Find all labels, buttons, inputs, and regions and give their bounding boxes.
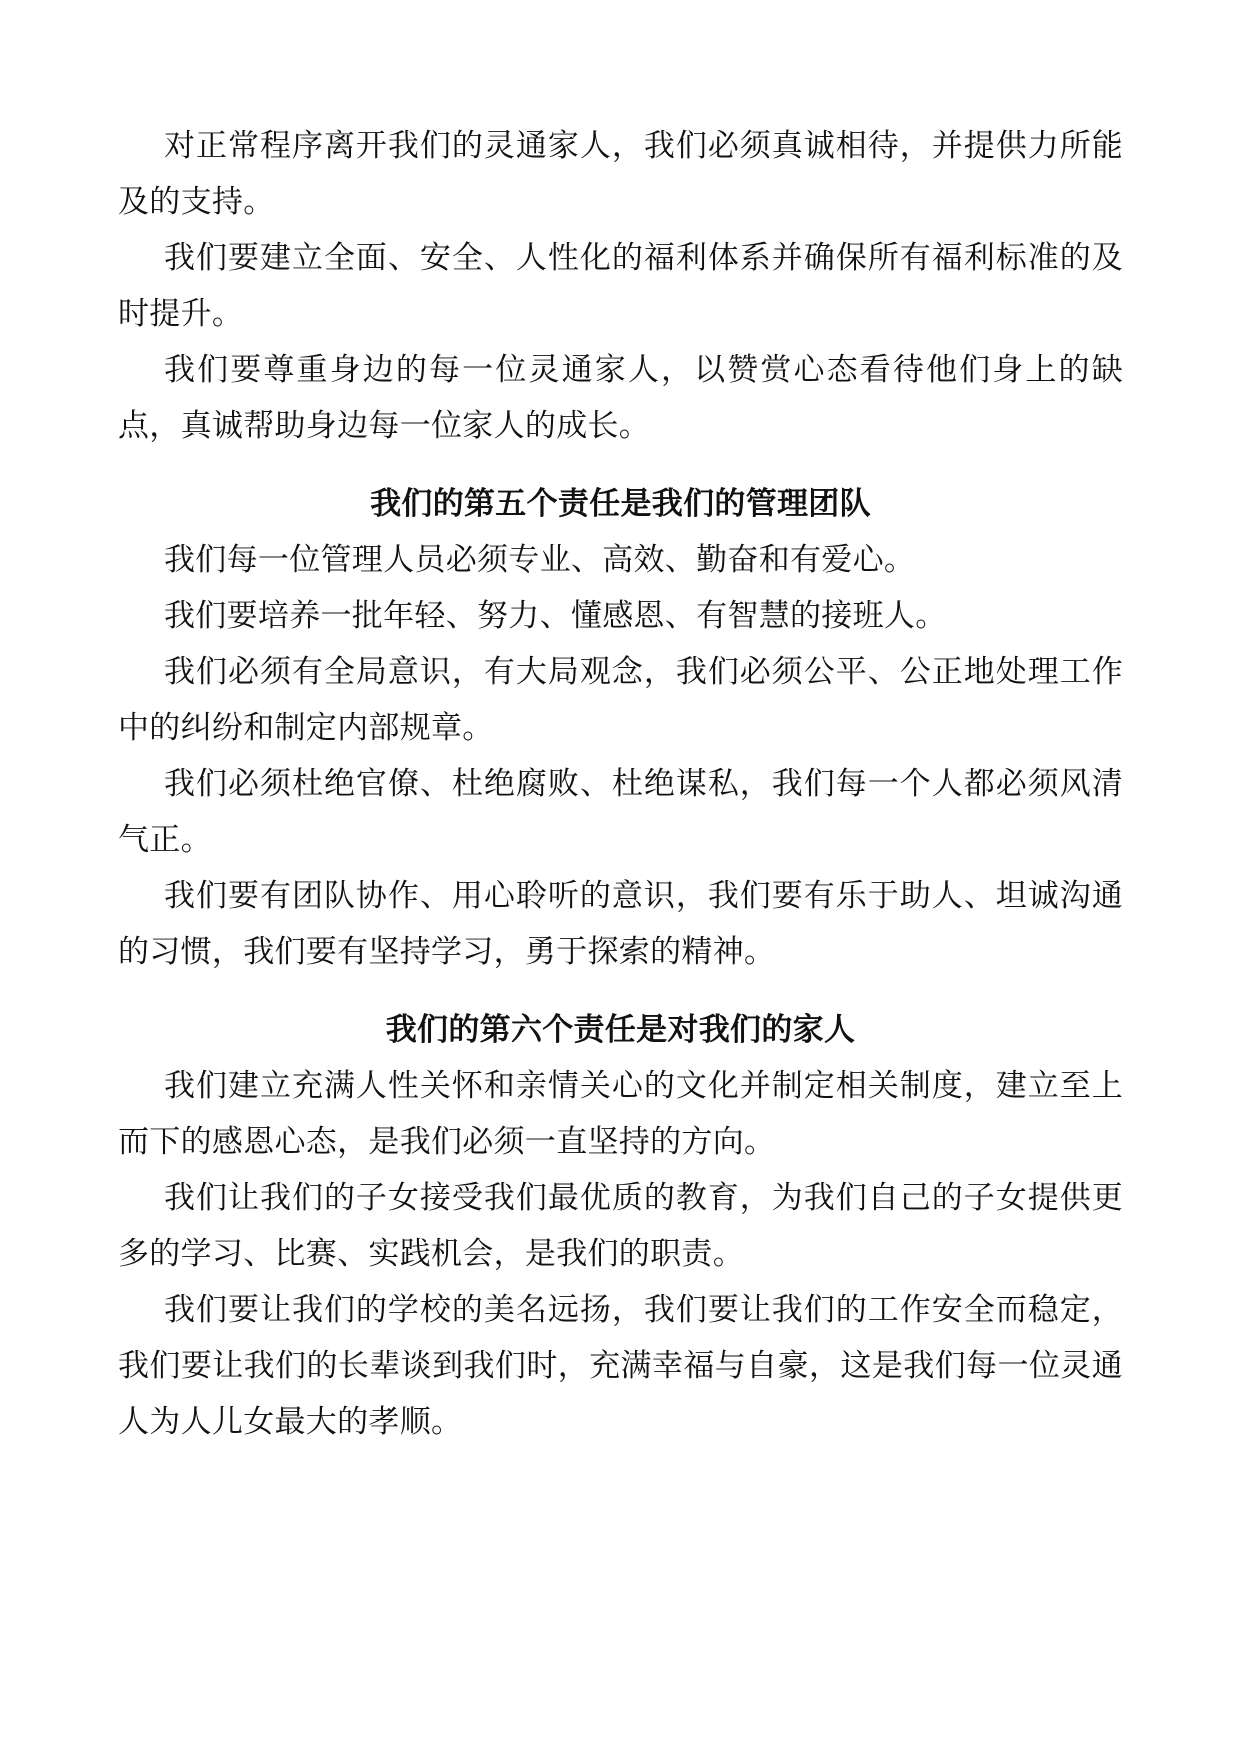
paragraph: 我们建立充满人性关怀和亲情关心的文化并制定相关制度，建立至上而下的感恩心态，是我们必须一直坚持的方向。	[118, 1068, 1123, 1160]
paragraph: 我们要让我们的学校的美名远扬，我们要让我们的工作安全而稳定，我们要让我们的长辈谈到我们时，充满幸福与自豪，这是我们每一位灵通人为人儿女最大的孝顺。	[118, 1292, 1123, 1440]
section-management-team	[118, 476, 1123, 980]
section-family	[118, 1002, 1123, 1450]
paragraph: 我们每一位管理人员必须专业、高效、勤奋和有爱心。	[164, 542, 916, 578]
paragraph: 我们要尊重身边的每一位灵通家人，以赞赏心态看待他们身上的缺点，真诚帮助身边每一位家人的成长。	[118, 352, 1123, 444]
paragraph: 我们让我们的子女接受我们最优质的教育，为我们自己的子女提供更多的学习、比赛、实践机会，是我们的职责。	[118, 1180, 1123, 1272]
paragraph: 我们要培养一批年轻、努力、懂感恩、有智慧的接班人。	[164, 598, 947, 634]
paragraph: 我们必须杜绝官僚、杜绝腐败、杜绝谋私，我们每一个人都必须风清气正。	[118, 766, 1123, 858]
paragraph: 对正常程序离开我们的灵通家人，我们必须真诚相待，并提供力所能及的支持。	[118, 128, 1123, 220]
paragraph: 我们要有团队协作、用心聆听的意识，我们要有乐于助人、坦诚沟通的习惯，我们要有坚持学习，勇于探索的精神。	[118, 878, 1123, 970]
document-body	[118, 118, 1123, 1450]
paragraph: 我们必须有全局意识，有大局观念，我们必须公平、公正地处理工作中的纠纷和制定内部规章。	[118, 654, 1123, 746]
section-heading: 我们的第五个责任是我们的管理团队	[370, 486, 871, 522]
section-welfare	[118, 118, 1123, 454]
paragraph: 我们要建立全面、安全、人性化的福利体系并确保所有福利标准的及时提升。	[118, 240, 1123, 332]
section-heading: 我们的第六个责任是对我们的家人	[385, 1012, 856, 1048]
